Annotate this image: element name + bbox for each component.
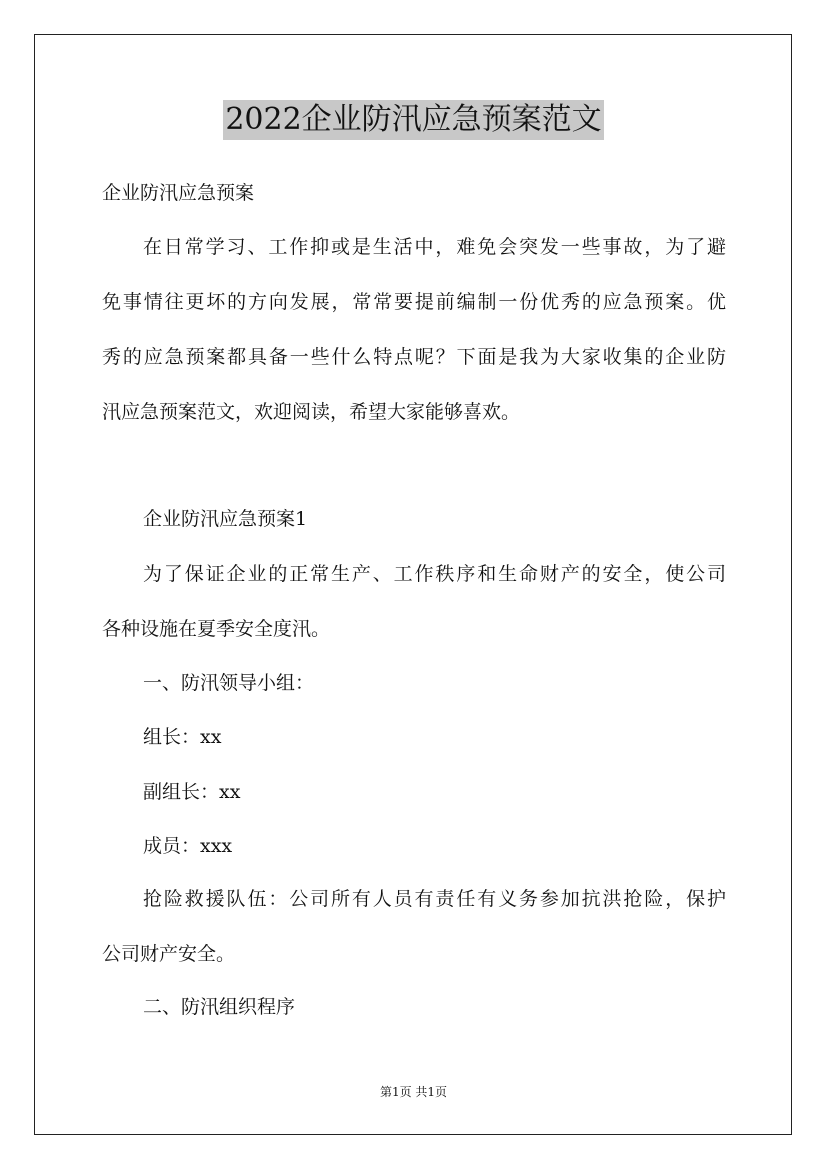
section-heading-1: 企业防汛应急预案1 [143, 508, 308, 530]
document-subtitle: 企业防汛应急预案 [102, 182, 255, 204]
intro-line-3: 秀的应急预案都具备一些什么特点呢？下面是我为大家收集的企业防 [102, 346, 726, 368]
heading-procedure: 二、防汛组织程序 [143, 996, 296, 1018]
intro-line-4: 汛应急预案范文，欢迎阅读，希望大家能够喜欢。 [102, 401, 521, 423]
heading-leadership-group: 一、防汛领导小组： [143, 672, 315, 694]
deputy-leader-line: 副组长：xx [143, 781, 241, 803]
title-container [0, 100, 827, 140]
purpose-line-1: 为了保证企业的正常生产、工作秩序和生命财产的安全，使公司 [143, 563, 726, 585]
leader-line: 组长：xx [143, 726, 222, 748]
intro-line-1: 在日常学习、工作抑或是生活中，难免会突发一些事故，为了避 [143, 236, 726, 258]
rescue-line-1: 抢险救援队伍：公司所有人员有责任有义务参加抗洪抢险，保护 [143, 888, 726, 910]
rescue-line-2: 公司财产安全。 [102, 943, 236, 965]
document-title: 2022企业防汛应急预案范文 [223, 100, 603, 140]
purpose-line-2: 各种设施在夏季安全度汛。 [102, 618, 331, 640]
intro-line-2: 免事情往更坏的方向发展，常常要提前编制一份优秀的应急预案。优 [102, 291, 726, 313]
members-line: 成员：xxx [143, 835, 233, 857]
page-footer: 第1页 共1页 [379, 1085, 448, 1099]
